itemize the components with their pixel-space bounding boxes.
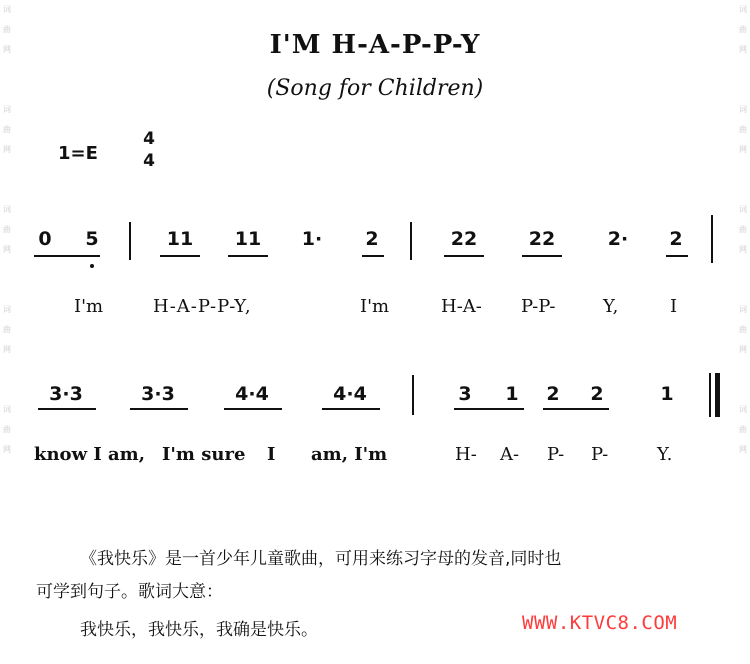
note: 2	[546, 383, 560, 405]
final-barline-thick	[715, 373, 720, 417]
beam	[444, 255, 484, 257]
final-barline-thin	[709, 373, 711, 417]
lyric: H-A-	[441, 296, 482, 317]
lyric: I	[267, 444, 276, 465]
beam	[130, 408, 188, 410]
beam	[34, 255, 100, 257]
beam	[666, 255, 688, 257]
note: 1	[505, 383, 519, 405]
lyric: Y.	[657, 444, 673, 465]
note: 3	[458, 383, 472, 405]
beam	[543, 408, 609, 410]
note: 2	[590, 383, 604, 405]
barline	[410, 222, 412, 260]
lyric: I'm	[74, 296, 104, 317]
time-signature-top: 4	[143, 129, 155, 149]
note: 5	[85, 228, 99, 250]
barline	[711, 215, 713, 263]
description-line-2: 可学到句子。歌词大意：	[36, 582, 223, 602]
lyric: I'm	[360, 296, 390, 317]
right-side-watermark: 词 曲 网 词 曲 网 词 曲 网 词 曲 网 词 曲 网	[739, 5, 747, 454]
lyric: P-P-	[521, 296, 556, 317]
note: 2·	[607, 228, 629, 250]
note: 1·	[301, 228, 323, 250]
note: 11	[166, 228, 194, 250]
note: 2	[669, 228, 683, 250]
note: 3·3	[141, 383, 175, 405]
lyric: H-	[455, 444, 477, 465]
lyric: I	[670, 296, 678, 317]
note: 22	[450, 228, 478, 250]
barline	[412, 375, 414, 415]
beam	[522, 255, 562, 257]
time-signature	[140, 128, 158, 172]
song-title: I'M H-A-P-P-Y	[269, 30, 481, 60]
note: 11	[234, 228, 262, 250]
note: 4·4	[235, 383, 269, 405]
note: 0	[38, 228, 52, 250]
note: 2	[365, 228, 379, 250]
beam	[228, 255, 268, 257]
site-watermark: WWW.KTVC8.COM	[522, 612, 678, 634]
beam	[160, 255, 200, 257]
note: 4·4	[333, 383, 367, 405]
time-signature-bottom: 4	[143, 151, 155, 171]
lyric: A-	[500, 444, 520, 465]
key-signature: 1=E	[58, 143, 98, 164]
note: 1	[660, 383, 674, 405]
lyric: H-A-P-P-Y,	[153, 296, 252, 317]
lyric: P-	[591, 444, 609, 465]
lyric: am, I'm	[311, 444, 388, 465]
lyric: know I am,	[34, 444, 145, 465]
note: 3·3	[49, 383, 83, 405]
beam	[362, 255, 384, 257]
beam	[38, 408, 96, 410]
song-subtitle: (Song for Children)	[266, 76, 484, 101]
description-line-1: 《我快乐》是一首少年儿童歌曲，可用来练习字母的发音,同时也	[80, 549, 562, 569]
description-line-3: 我快乐，我快乐，我确是快乐。	[80, 620, 318, 640]
beam	[322, 408, 380, 410]
note: 22	[528, 228, 556, 250]
beam	[454, 408, 524, 410]
barline	[129, 222, 131, 260]
lyric: P-	[547, 444, 565, 465]
lyric: Y,	[603, 296, 619, 317]
low-octave-dot	[90, 264, 94, 268]
beam	[224, 408, 282, 410]
lyric: I'm sure	[162, 444, 246, 465]
left-side-watermark: 词 曲 网 词 曲 网 词 曲 网 词 曲 网 词 曲 网	[3, 5, 11, 454]
